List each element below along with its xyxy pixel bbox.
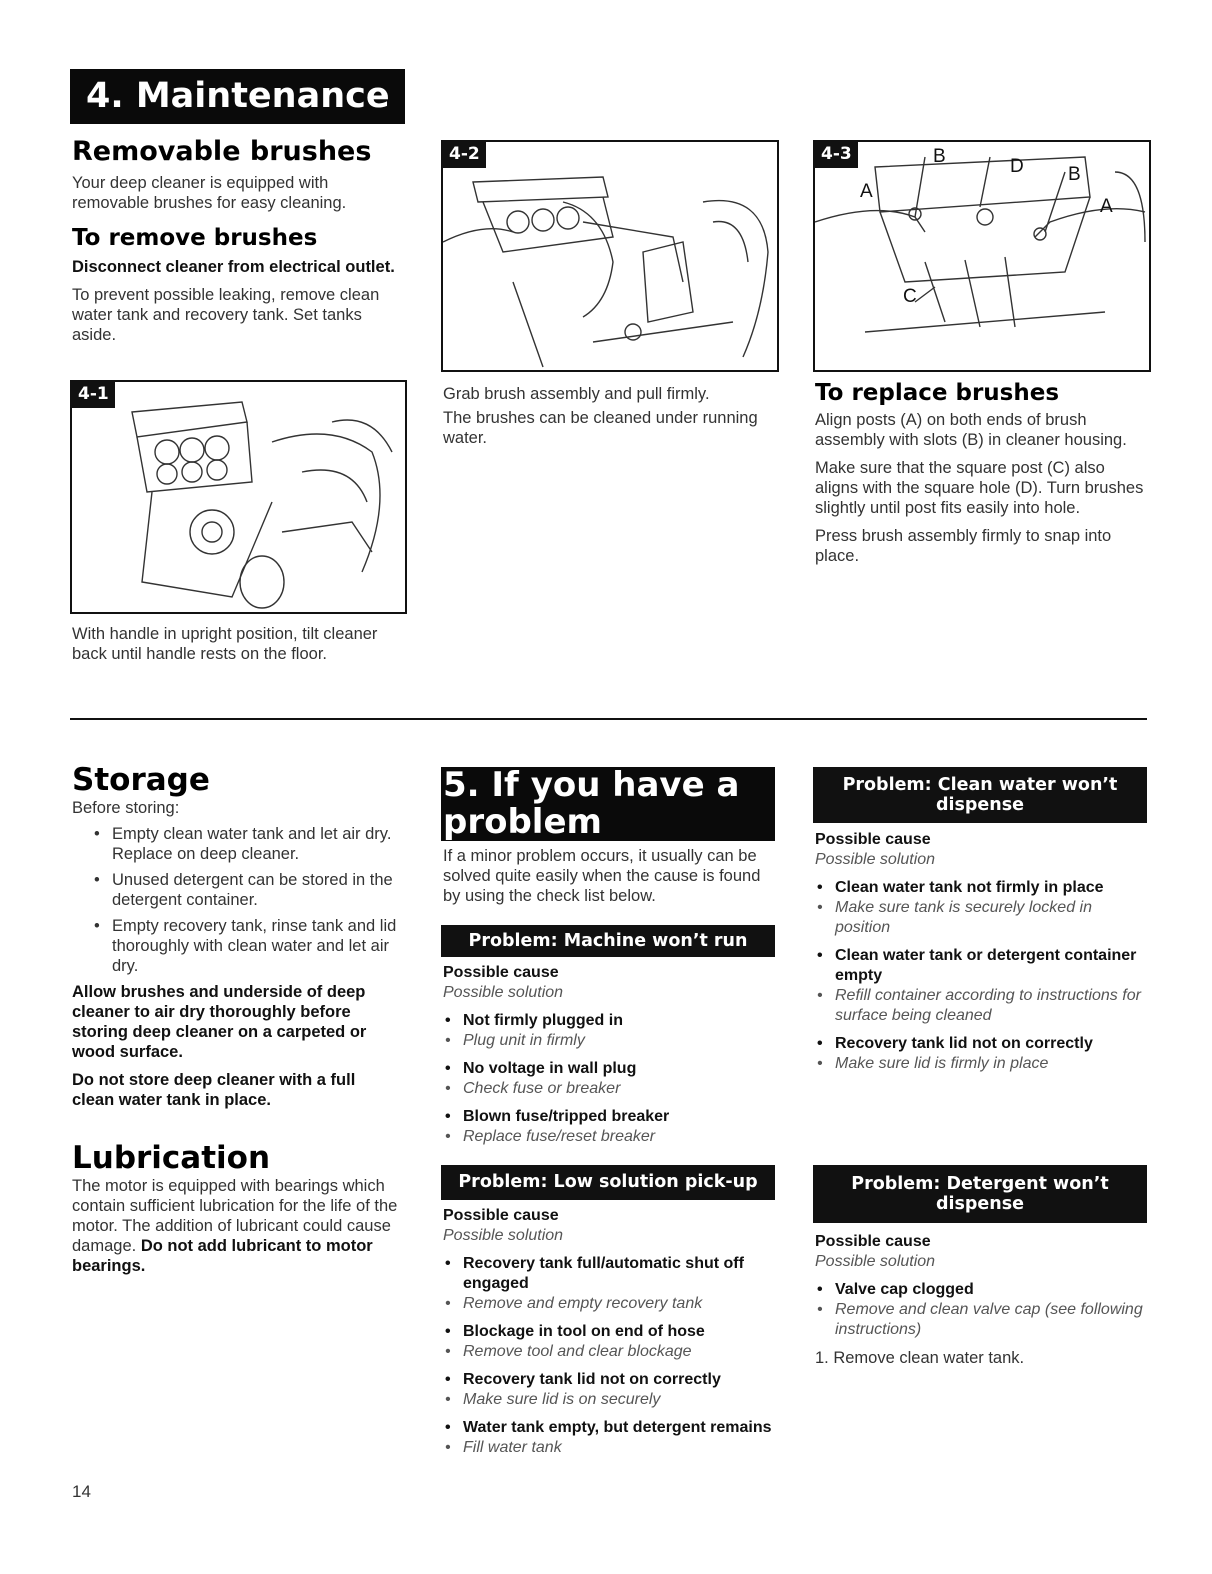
detergent-header	[813, 1165, 1147, 1223]
removable-brushes-text: Your deep cleaner is equipped with removable brushes for easy cleaning.	[72, 174, 347, 212]
letter-d: D	[1010, 156, 1024, 177]
solution-item: • Remove and empty recovery tank	[443, 1294, 773, 1314]
letter-a-left: A	[860, 181, 873, 202]
figure-4-2	[441, 140, 779, 372]
figure-4-3-label: 4-3	[815, 142, 858, 168]
cause-item: • Water tank empty, but detergent remains	[443, 1418, 773, 1438]
problem-intro: If a minor problem occurs, it usually can be solved quite easily when the cause is found by using the check list below.	[443, 847, 761, 905]
brush-tilt-illustration	[72, 382, 405, 612]
clean-water-header-line-1: Problem: Clean water won’t	[842, 775, 1118, 795]
possible-solution-label: Possible solution	[815, 1253, 936, 1270]
cause-item: • Blown fuse/tripped breaker	[443, 1107, 773, 1127]
possible-solution-label: Possible solution	[815, 851, 936, 868]
grab-brush-illustration	[443, 142, 777, 370]
cause-item: • Clean water tank or detergent container empty	[815, 946, 1145, 986]
figure-4-2-caption-1: Grab brush assembly and pull firmly.	[443, 385, 710, 403]
solution-item: • Make sure lid is firmly in place	[815, 1054, 1145, 1074]
storage-bullet: • Empty recovery tank, rinse tank and lid thoroughly with clean water and let air dry.	[112, 916, 402, 976]
letter-c: C	[903, 286, 917, 307]
left-column-top	[72, 136, 402, 353]
lubrication-title: Lubrication	[72, 1140, 271, 1176]
replace-brushes-step-1: Align posts (A) on both ends of brush assembly with slots (B) in cleaner housing.	[815, 411, 1127, 449]
possible-solution-label: Possible solution	[443, 1227, 564, 1244]
solution-item: • Plug unit in firmly	[443, 1031, 773, 1051]
problem-banner-line-2: problem	[443, 802, 602, 842]
clean-water-header-line-2: dispense	[935, 795, 1025, 815]
figure-4-1-caption: With handle in upright position, tilt cleaner back until handle rests on the floor.	[72, 625, 378, 663]
remove-brushes-title: To remove brushes	[72, 225, 318, 251]
removable-brushes-title: Removable brushes	[72, 136, 372, 167]
section-divider	[70, 718, 1147, 720]
possible-cause-label: Possible cause	[443, 964, 559, 981]
cause-item: • Recovery tank lid not on correctly	[443, 1370, 773, 1390]
storage-warning-tank: Do not store deep cleaner with a full clean water tank in place.	[72, 1071, 356, 1109]
letter-b-right: B	[1068, 164, 1081, 185]
maintenance-banner: 4. Maintenance	[70, 69, 405, 124]
problem-banner-line-1: 5. If you have a	[443, 765, 740, 805]
possible-cause-label: Possible cause	[815, 1233, 931, 1250]
solution-item: • Refill container according to instructions for surface being cleaned	[815, 986, 1145, 1026]
solution-item: • Make sure tank is securely locked in position	[815, 898, 1145, 938]
detergent-list	[815, 1232, 1145, 1376]
detergent-header-line-2: dispense	[935, 1194, 1025, 1214]
letter-a-right: A	[1100, 196, 1113, 217]
machine-wont-run-header: Problem: Machine won’t run	[441, 925, 775, 957]
possible-solution-label: Possible solution	[443, 984, 564, 1001]
storage-bullet: • Empty clean water tank and let air dry. Replace on deep cleaner.	[112, 824, 402, 864]
letter-b-left: B	[933, 146, 946, 167]
possible-cause-label: Possible cause	[815, 831, 931, 848]
possible-cause-label: Possible cause	[443, 1207, 559, 1224]
low-pickup-list	[443, 1206, 773, 1466]
storage-warning-dry: Allow brushes and underside of deep cleaner to air dry thoroughly before storing deep cleaner on a carpeted or wood surface.	[72, 983, 367, 1061]
figure-4-2-label: 4-2	[443, 142, 486, 168]
clean-water-header	[813, 767, 1147, 823]
storage-section	[72, 762, 402, 1118]
replace-brushes-title: To replace brushes	[815, 380, 1060, 406]
cause-item: • Not firmly plugged in	[443, 1011, 773, 1031]
figure-4-3	[813, 140, 1151, 372]
replace-brushes-step-2: Make sure that the square post (C) also aligns with the square hole (D). Turn brushes slightly until post fits easily into hole.	[815, 459, 1144, 517]
replace-brushes-block	[815, 380, 1145, 574]
solution-item: • Fill water tank	[443, 1438, 773, 1458]
figure-4-2-caption-2: The brushes can be cleaned under running water.	[443, 409, 758, 447]
low-pickup-header: Problem: Low solution pick-up	[441, 1165, 775, 1200]
cause-item: • Recovery tank full/automatic shut off engaged	[443, 1254, 773, 1294]
detergent-step-1: 1. Remove clean water tank.	[815, 1349, 1025, 1367]
cause-item: • Valve cap clogged	[815, 1280, 1145, 1300]
cause-item: • Blockage in tool on end of hose	[443, 1322, 773, 1342]
lubrication-text	[72, 1176, 402, 1276]
replace-brushes-step-3: Press brush assembly firmly to snap into place.	[815, 527, 1112, 565]
detergent-header-line-1: Problem: Detergent won’t	[851, 1174, 1109, 1194]
lubrication-text-plain: The motor is equipped with bearings which contain sufficient lubrication for the life of the motor. The addition of lubricant could cause damage.	[72, 1177, 398, 1255]
clean-water-list	[815, 830, 1145, 1082]
solution-item: • Make sure lid is on securely	[443, 1390, 773, 1410]
lubrication-warning: Do not add lubricant to motor bearings.	[72, 1237, 373, 1275]
prevent-leak-text: To prevent possible leaking, remove clean water tank and recovery tank. Set tanks aside.	[72, 286, 380, 344]
page-number: 14	[72, 1482, 91, 1501]
cause-item: • Recovery tank lid not on correctly	[815, 1034, 1145, 1054]
figure-4-1-label: 4-1	[72, 382, 115, 408]
disconnect-note: Disconnect cleaner from electrical outlet.	[72, 258, 395, 276]
machine-wont-run-list	[443, 963, 773, 1155]
storage-intro: Before storing:	[72, 799, 180, 817]
figure-4-1	[70, 380, 407, 614]
solution-item: • Check fuse or breaker	[443, 1079, 773, 1099]
solution-item: • Remove and clean valve cap (see following instructions)	[815, 1300, 1145, 1340]
storage-title: Storage	[72, 762, 210, 798]
replace-brush-illustration	[815, 142, 1149, 370]
cause-item: • Clean water tank not firmly in place	[815, 878, 1145, 898]
solution-item: • Remove tool and clear blockage	[443, 1342, 773, 1362]
storage-bullet: • Unused detergent can be stored in the detergent container.	[112, 870, 402, 910]
lubrication-section	[72, 1140, 402, 1276]
storage-list	[72, 824, 402, 976]
cause-item: • No voltage in wall plug	[443, 1059, 773, 1079]
problem-banner	[441, 767, 775, 841]
solution-item: • Replace fuse/reset breaker	[443, 1127, 773, 1147]
